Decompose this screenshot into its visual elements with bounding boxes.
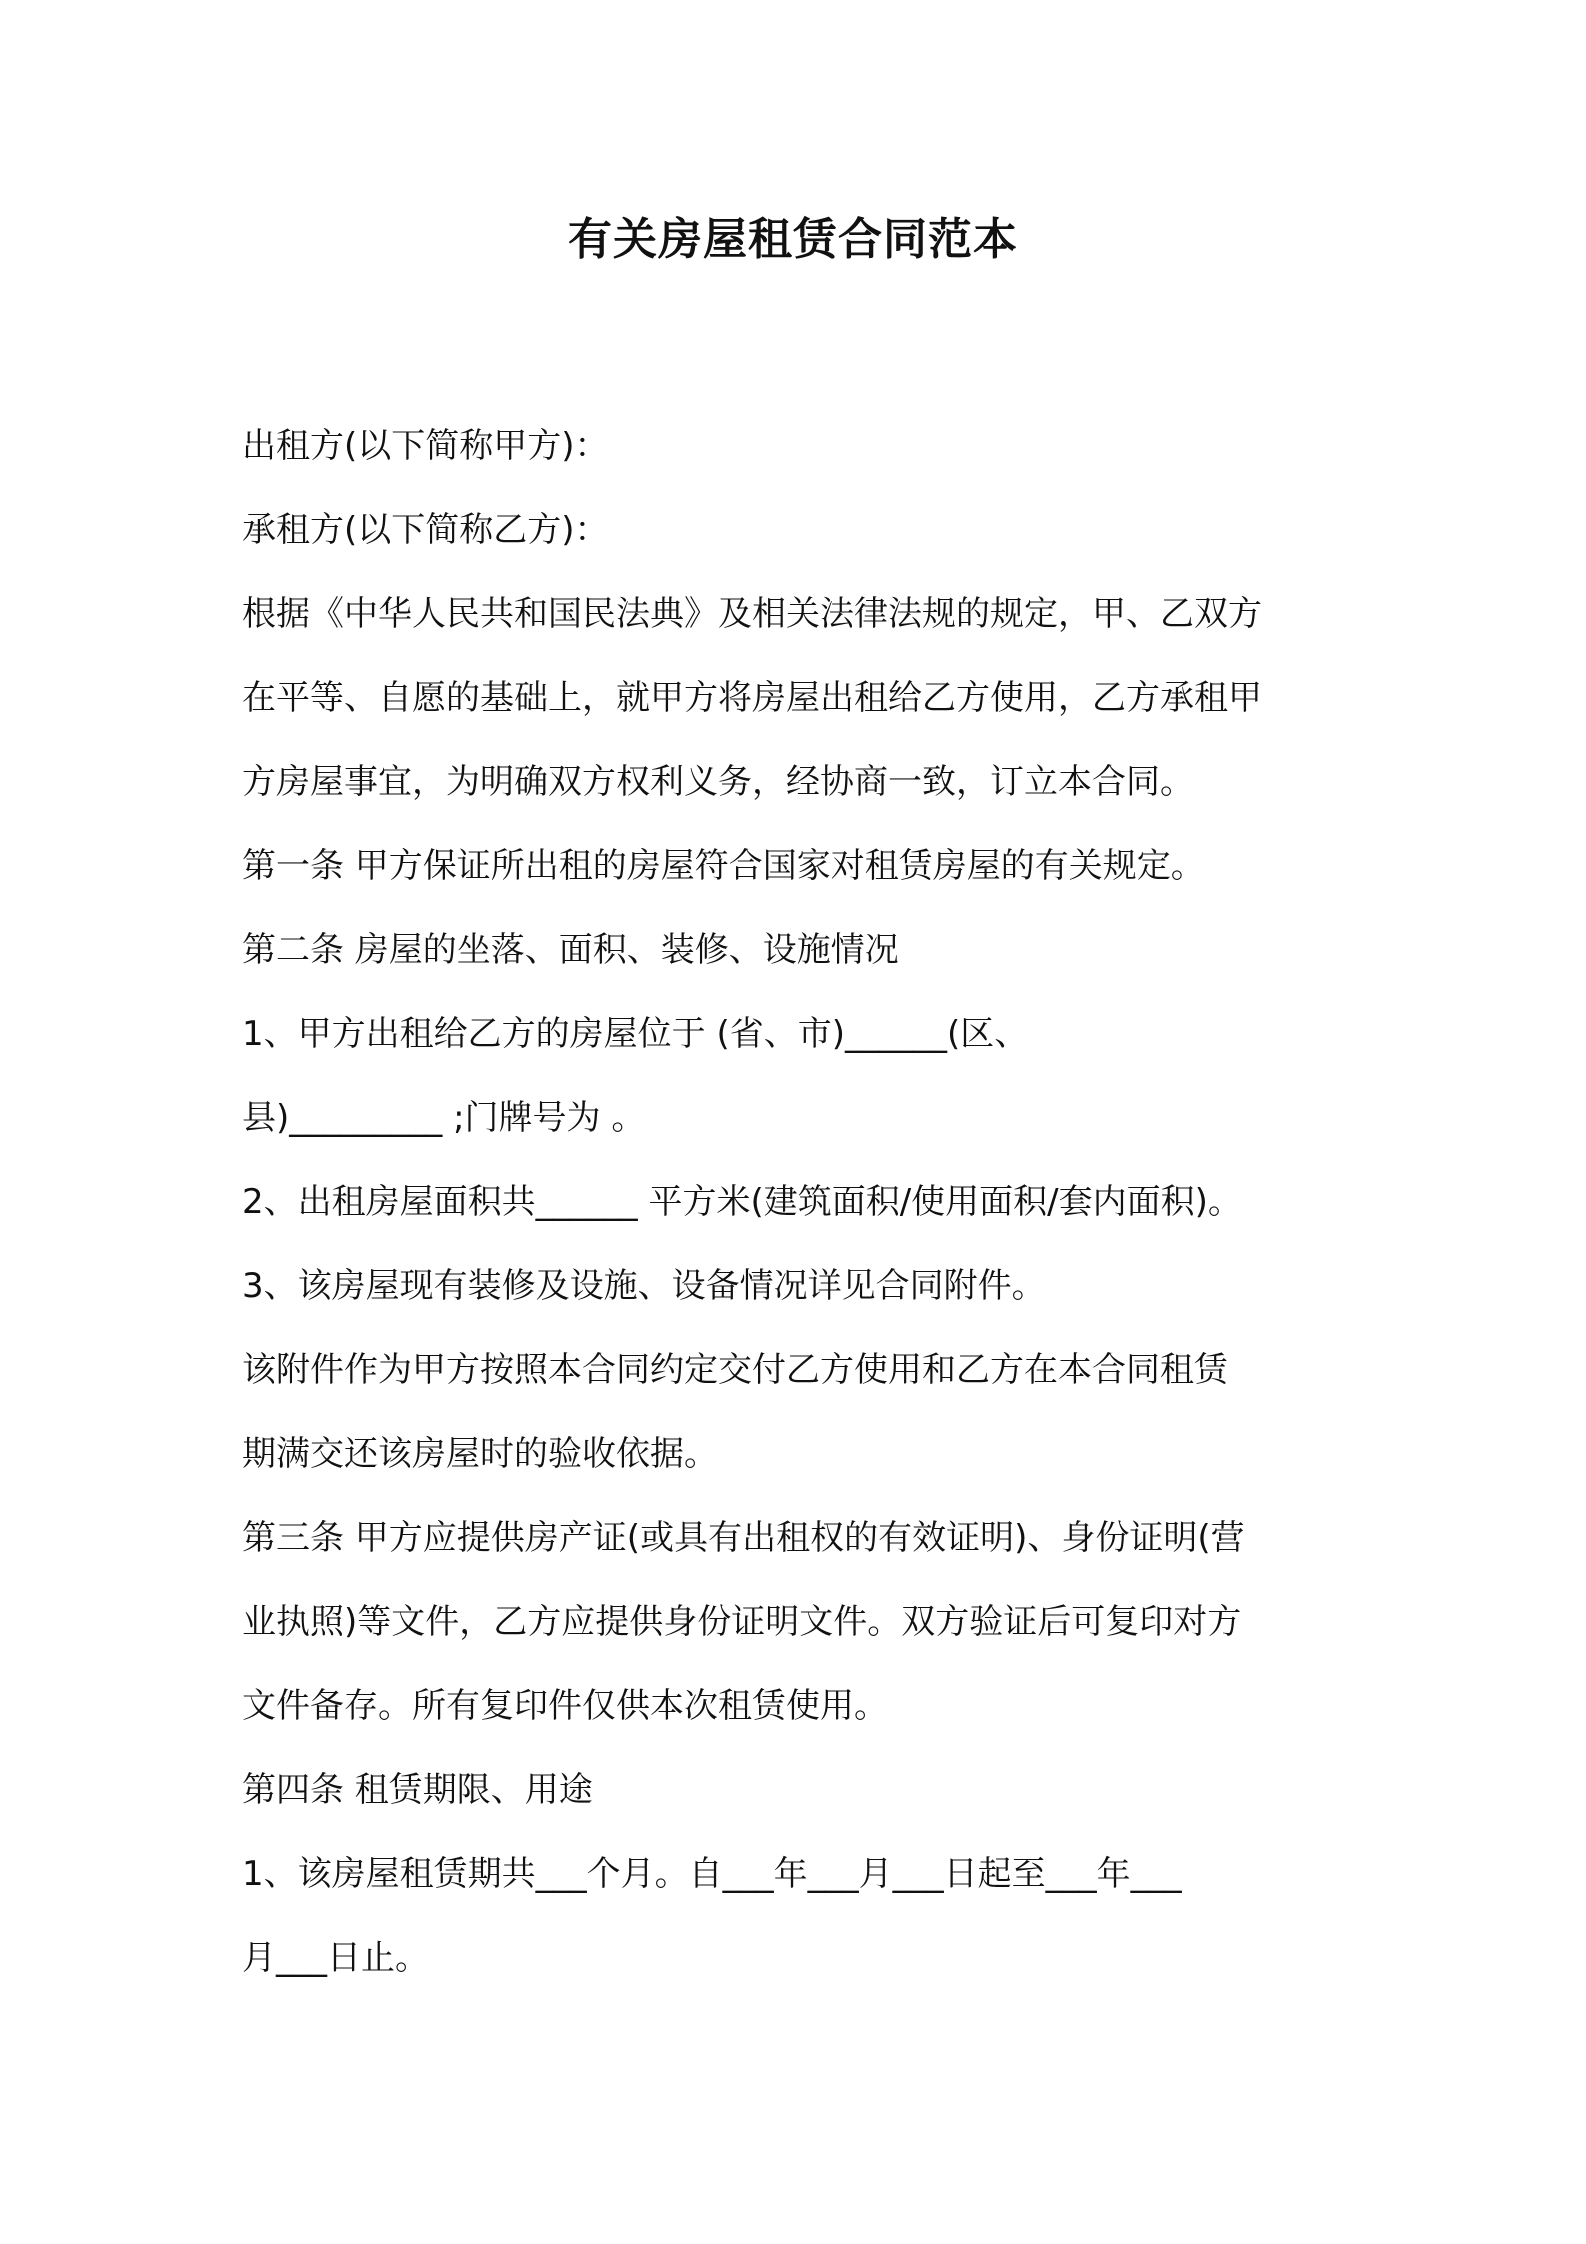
preamble-line: 根据《中华人民共和国民法典》及相关法律法规的规定，甲、乙双方	[242, 594, 1262, 634]
article-4-item-1-line: 1、该房屋租赁期共___个月。自___年___月___日起至___年___	[242, 1854, 1182, 1894]
article-4-heading: 第四条 租赁期限、用途	[242, 1770, 593, 1810]
article-2-item-1-line: 县)_________ ;门牌号为 。	[242, 1098, 646, 1138]
party-a-line: 出租方(以下简称甲方)：	[242, 426, 609, 466]
article-3-line: 业执照)等文件，乙方应提供身份证明文件。双方验证后可复印对方	[242, 1602, 1242, 1642]
article-1-line: 第一条 甲方保证所出租的房屋符合国家对租赁房屋的有关规定。	[242, 846, 1205, 886]
attachment-note-line: 该附件作为甲方按照本合同约定交付乙方使用和乙方在本合同租赁	[242, 1350, 1228, 1390]
party-b-line: 承租方(以下简称乙方)：	[242, 510, 609, 550]
document-body	[242, 404, 1362, 2000]
article-2-item-2-line: 2、出租房屋面积共______ 平方米(建筑面积/使用面积/套内面积)。	[242, 1182, 1242, 1222]
attachment-note-line: 期满交还该房屋时的验收依据。	[242, 1434, 718, 1474]
article-3-line: 文件备存。所有复印件仅供本次租赁使用。	[242, 1686, 888, 1726]
preamble-line: 在平等、自愿的基础上，就甲方将房屋出租给乙方使用，乙方承租甲	[242, 678, 1262, 718]
article-3-line: 第三条 甲方应提供房产证(或具有出租权的有效证明)、身份证明(营	[242, 1518, 1245, 1558]
article-2-item-3-line: 3、该房屋现有装修及设施、设备情况详见合同附件。	[242, 1266, 1046, 1306]
article-4-item-1-line: 月___日止。	[242, 1938, 429, 1978]
article-2-item-1-line: 1、甲方出租给乙方的房屋位于 (省、市)______(区、	[242, 1014, 1029, 1054]
preamble-line: 方房屋事宜，为明确双方权利义务，经协商一致，订立本合同。	[242, 762, 1194, 802]
document-title: 有关房屋租赁合同范本	[568, 214, 1018, 265]
article-2-heading: 第二条 房屋的坐落、面积、装修、设施情况	[242, 930, 899, 970]
